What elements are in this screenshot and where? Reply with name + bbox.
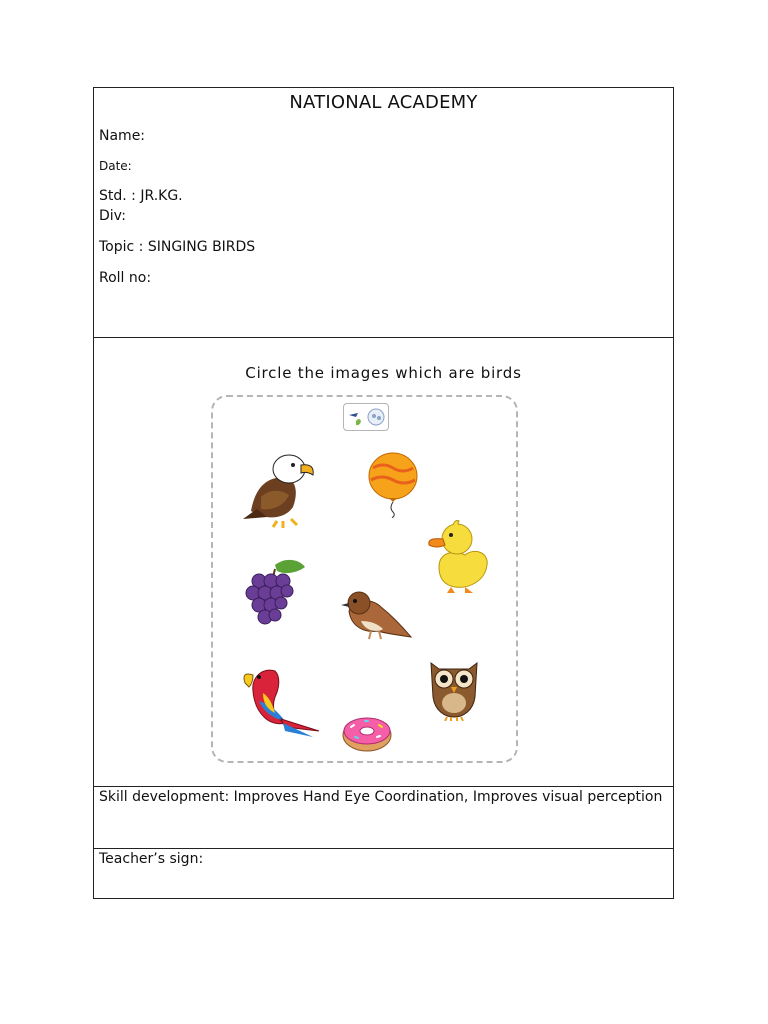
std-label: Std. : JR.KG. <box>99 188 183 204</box>
teacher-sign-section <box>94 848 673 900</box>
topic-label: Topic : SINGING BIRDS <box>99 239 256 255</box>
header-section <box>94 88 673 338</box>
div-label: Div: <box>99 208 126 224</box>
sparrow-icon[interactable] <box>337 583 413 645</box>
worksheet <box>93 87 674 899</box>
roll-no-label: Roll no: <box>99 270 152 286</box>
donut-icon[interactable] <box>341 715 393 753</box>
teacher-sign-label: Teacher’s sign: <box>99 851 204 867</box>
grapes-icon[interactable] <box>245 557 307 627</box>
parrot-icon[interactable] <box>241 661 321 741</box>
activity-instruction: Circle the images which are birds <box>245 364 522 382</box>
eagle-icon[interactable] <box>241 449 317 529</box>
owl-icon[interactable] <box>425 657 483 721</box>
duck-icon[interactable] <box>425 517 491 595</box>
name-label: Name: <box>99 128 146 144</box>
skill-development-text: Skill development: Improves Hand Eye Coordination, Improves visual perception <box>99 789 663 805</box>
date-label: Date: <box>99 159 132 173</box>
activity-image-frame <box>211 395 518 763</box>
activity-section <box>94 337 673 786</box>
skill-section <box>94 786 673 848</box>
school-title: NATIONAL ACADEMY <box>289 92 478 113</box>
balloon-icon[interactable] <box>367 452 419 518</box>
activity-badge-icon <box>343 403 389 431</box>
